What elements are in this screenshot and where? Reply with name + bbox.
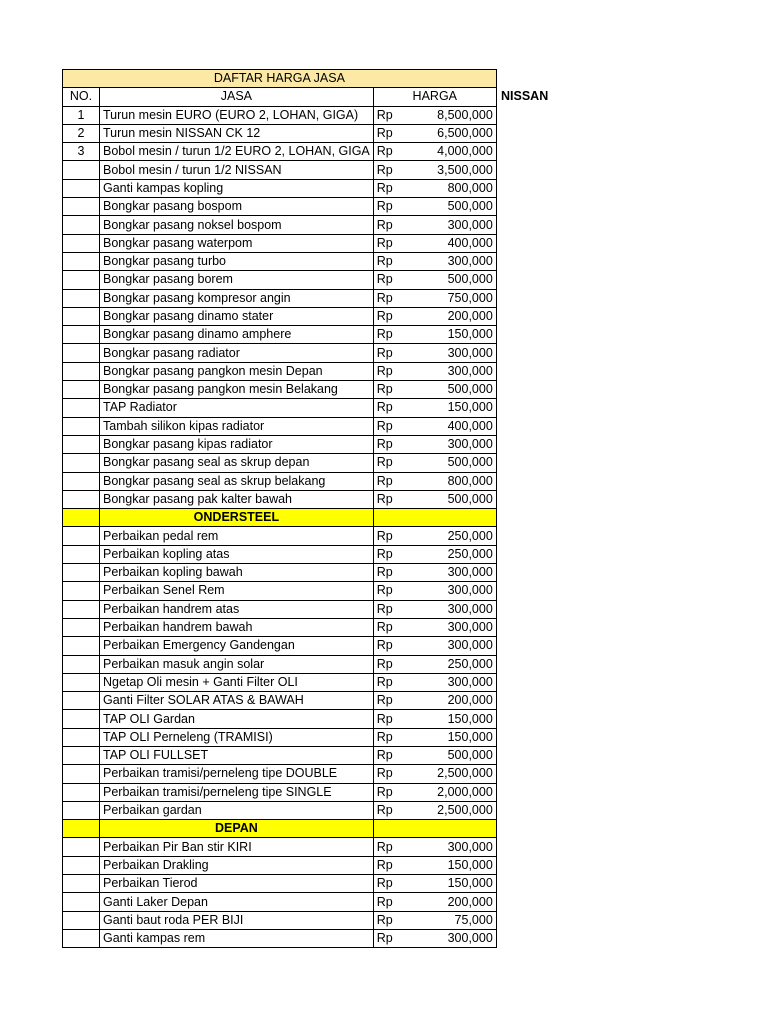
row-number (63, 673, 100, 691)
service-name: Ganti Laker Depan (100, 893, 374, 911)
row-number (63, 252, 100, 270)
row-number (63, 728, 100, 746)
table-row (63, 289, 497, 307)
service-name: Ganti baut roda PER BIJI (100, 911, 374, 929)
row-number (63, 564, 100, 582)
row-number (63, 216, 100, 234)
currency-label: Rp (373, 326, 423, 344)
row-number (63, 198, 100, 216)
price-value: 300,000 (423, 929, 496, 947)
currency-label: Rp (373, 618, 423, 636)
row-number (63, 417, 100, 435)
row-number (63, 344, 100, 362)
row-number (63, 472, 100, 490)
price-value: 6,500,000 (423, 124, 496, 142)
table-row (63, 490, 497, 508)
currency-label: Rp (373, 106, 423, 124)
price-value: 500,000 (423, 271, 496, 289)
price-value: 8,500,000 (423, 106, 496, 124)
table-row (63, 362, 497, 380)
row-number (63, 399, 100, 417)
table-row (63, 929, 497, 947)
currency-label: Rp (373, 545, 423, 563)
service-name: Bongkar pasang dinamo amphere (100, 326, 374, 344)
price-value: 150,000 (423, 326, 496, 344)
service-name: Bongkar pasang seal as skrup belakang (100, 472, 374, 490)
currency-label: Rp (373, 527, 423, 545)
table-row (63, 673, 497, 691)
price-value: 300,000 (423, 362, 496, 380)
price-value: 3,500,000 (423, 161, 496, 179)
price-value: 300,000 (423, 564, 496, 582)
service-name: Bongkar pasang dinamo stater (100, 307, 374, 325)
currency-label: Rp (373, 472, 423, 490)
price-value: 150,000 (423, 710, 496, 728)
currency-label: Rp (373, 801, 423, 819)
row-number (63, 618, 100, 636)
row-number (63, 655, 100, 673)
service-name: Perbaikan Tierod (100, 875, 374, 893)
service-name: Perbaikan tramisi/perneleng tipe SINGLE (100, 783, 374, 801)
currency-label: Rp (373, 161, 423, 179)
row-number (63, 838, 100, 856)
price-value: 150,000 (423, 399, 496, 417)
price-value: 250,000 (423, 655, 496, 673)
currency-label: Rp (373, 216, 423, 234)
table-row (63, 143, 497, 161)
table-row (63, 765, 497, 783)
table-row (63, 527, 497, 545)
price-value: 300,000 (423, 216, 496, 234)
price-value: 75,000 (423, 911, 496, 929)
table-row (63, 326, 497, 344)
currency-label: Rp (373, 198, 423, 216)
currency-label: Rp (373, 344, 423, 362)
price-value: 750,000 (423, 289, 496, 307)
service-name: Bobol mesin / turun 1/2 NISSAN (100, 161, 374, 179)
service-name: Bongkar pasang pangkon mesin Depan (100, 362, 374, 380)
price-value: 500,000 (423, 490, 496, 508)
price-value: 300,000 (423, 637, 496, 655)
service-name: Perbaikan kopling atas (100, 545, 374, 563)
row-number (63, 746, 100, 764)
currency-label: Rp (373, 307, 423, 325)
service-name: Bongkar pasang pak kalter bawah (100, 490, 374, 508)
service-name: Perbaikan masuk angin solar (100, 655, 374, 673)
table-row (63, 783, 497, 801)
service-name: Bongkar pasang turbo (100, 252, 374, 270)
price-value: 500,000 (423, 746, 496, 764)
table-title: DAFTAR HARGA JASA (63, 70, 497, 88)
currency-label: Rp (373, 929, 423, 947)
currency-label: Rp (373, 179, 423, 197)
price-value: 150,000 (423, 875, 496, 893)
currency-label: Rp (373, 381, 423, 399)
table-title-row (63, 70, 497, 88)
currency-label: Rp (373, 490, 423, 508)
price-value: 200,000 (423, 307, 496, 325)
brand-label: NISSAN (501, 89, 549, 103)
currency-label: Rp (373, 124, 423, 142)
table-row (63, 600, 497, 618)
price-value: 300,000 (423, 618, 496, 636)
service-name: Bongkar pasang radiator (100, 344, 374, 362)
price-value: 800,000 (423, 179, 496, 197)
currency-label: Rp (373, 911, 423, 929)
service-name: Perbaikan Drakling (100, 856, 374, 874)
table-row (63, 911, 497, 929)
service-name: Ganti kampas rem (100, 929, 374, 947)
table-row (63, 271, 497, 289)
row-number (63, 179, 100, 197)
table-row (63, 728, 497, 746)
row-number (63, 271, 100, 289)
header-jasa: JASA (100, 88, 374, 106)
price-value: 2,500,000 (423, 765, 496, 783)
row-number (63, 289, 100, 307)
row-number (63, 161, 100, 179)
service-name: Turun mesin EURO (EURO 2, LOHAN, GIGA) (100, 106, 374, 124)
row-number (63, 856, 100, 874)
service-name: Perbaikan pedal rem (100, 527, 374, 545)
service-name: Perbaikan handrem bawah (100, 618, 374, 636)
price-value: 300,000 (423, 252, 496, 270)
table-row (63, 618, 497, 636)
currency-label: Rp (373, 143, 423, 161)
row-number (63, 765, 100, 783)
table-row (63, 381, 497, 399)
section-blank-cell (373, 820, 496, 838)
currency-label: Rp (373, 362, 423, 380)
service-name: Perbaikan kopling bawah (100, 564, 374, 582)
row-number (63, 490, 100, 508)
header-row (63, 88, 497, 106)
header-no: NO. (63, 88, 100, 106)
currency-label: Rp (373, 783, 423, 801)
row-number (63, 801, 100, 819)
row-number (63, 435, 100, 453)
section-blank-cell (63, 820, 100, 838)
price-value: 150,000 (423, 856, 496, 874)
currency-label: Rp (373, 234, 423, 252)
table-row (63, 399, 497, 417)
table-row (63, 838, 497, 856)
table-row (63, 124, 497, 142)
price-value: 250,000 (423, 527, 496, 545)
price-value: 500,000 (423, 381, 496, 399)
table-row (63, 637, 497, 655)
table-row (63, 856, 497, 874)
price-value: 300,000 (423, 582, 496, 600)
service-name: Bongkar pasang seal as skrup depan (100, 454, 374, 472)
price-value: 250,000 (423, 545, 496, 563)
service-name: TAP OLI Perneleng (TRAMISI) (100, 728, 374, 746)
currency-label: Rp (373, 728, 423, 746)
row-number: 2 (63, 124, 100, 142)
table-row (63, 454, 497, 472)
row-number (63, 637, 100, 655)
service-name: Perbaikan gardan (100, 801, 374, 819)
service-name: Perbaikan Emergency Gandengan (100, 637, 374, 655)
row-number (63, 875, 100, 893)
table-row (63, 307, 497, 325)
currency-label: Rp (373, 875, 423, 893)
currency-label: Rp (373, 710, 423, 728)
price-value: 400,000 (423, 417, 496, 435)
section-title: DEPAN (100, 820, 374, 838)
service-name: Tambah silikon kipas radiator (100, 417, 374, 435)
currency-label: Rp (373, 655, 423, 673)
price-value: 300,000 (423, 344, 496, 362)
service-name: Bongkar pasang noksel bospom (100, 216, 374, 234)
section-blank-cell (63, 509, 100, 527)
currency-label: Rp (373, 673, 423, 691)
price-value: 200,000 (423, 893, 496, 911)
row-number (63, 929, 100, 947)
table-row (63, 875, 497, 893)
price-value: 800,000 (423, 472, 496, 490)
row-number (63, 600, 100, 618)
service-name: Bongkar pasang borem (100, 271, 374, 289)
row-number: 3 (63, 143, 100, 161)
table-row (63, 801, 497, 819)
section-blank-cell (373, 509, 496, 527)
row-number (63, 307, 100, 325)
service-name: TAP OLI Gardan (100, 710, 374, 728)
table-row (63, 655, 497, 673)
table-row (63, 472, 497, 490)
service-name: Ganti kampas kopling (100, 179, 374, 197)
price-value: 300,000 (423, 435, 496, 453)
currency-label: Rp (373, 271, 423, 289)
row-number: 1 (63, 106, 100, 124)
row-number (63, 362, 100, 380)
service-name: Bongkar pasang pangkon mesin Belakang (100, 381, 374, 399)
currency-label: Rp (373, 600, 423, 618)
service-name: Perbaikan Senel Rem (100, 582, 374, 600)
section-row (63, 820, 497, 838)
row-number (63, 527, 100, 545)
row-number (63, 893, 100, 911)
price-value: 2,500,000 (423, 801, 496, 819)
service-name: Perbaikan Pir Ban stir KIRI (100, 838, 374, 856)
price-value: 500,000 (423, 454, 496, 472)
service-name: Perbaikan handrem atas (100, 600, 374, 618)
table-row (63, 234, 497, 252)
service-name: Turun mesin NISSAN CK 12 (100, 124, 374, 142)
table-row (63, 710, 497, 728)
currency-label: Rp (373, 746, 423, 764)
service-name: TAP Radiator (100, 399, 374, 417)
row-number (63, 454, 100, 472)
currency-label: Rp (373, 637, 423, 655)
price-value: 200,000 (423, 692, 496, 710)
row-number (63, 783, 100, 801)
row-number (63, 710, 100, 728)
table-row (63, 564, 497, 582)
price-table (62, 69, 497, 948)
price-value: 400,000 (423, 234, 496, 252)
table-row (63, 545, 497, 563)
table-row (63, 161, 497, 179)
currency-label: Rp (373, 289, 423, 307)
currency-label: Rp (373, 856, 423, 874)
row-number (63, 234, 100, 252)
row-number (63, 326, 100, 344)
service-name: Bobol mesin / turun 1/2 EURO 2, LOHAN, GIGA (100, 143, 374, 161)
price-value: 4,000,000 (423, 143, 496, 161)
price-value: 500,000 (423, 198, 496, 216)
row-number (63, 381, 100, 399)
table-row (63, 198, 497, 216)
section-row (63, 509, 497, 527)
currency-label: Rp (373, 838, 423, 856)
currency-label: Rp (373, 893, 423, 911)
currency-label: Rp (373, 454, 423, 472)
table-row (63, 746, 497, 764)
table-row (63, 582, 497, 600)
currency-label: Rp (373, 765, 423, 783)
currency-label: Rp (373, 399, 423, 417)
row-number (63, 692, 100, 710)
table-row (63, 216, 497, 234)
price-value: 300,000 (423, 673, 496, 691)
row-number (63, 911, 100, 929)
table-row (63, 252, 497, 270)
table-row (63, 179, 497, 197)
header-harga: HARGA (373, 88, 496, 106)
service-name: Bongkar pasang waterpom (100, 234, 374, 252)
currency-label: Rp (373, 564, 423, 582)
row-number (63, 545, 100, 563)
service-name: Ngetap Oli mesin + Ganti Filter OLI (100, 673, 374, 691)
table-row (63, 893, 497, 911)
service-name: Bongkar pasang kipas radiator (100, 435, 374, 453)
currency-label: Rp (373, 435, 423, 453)
service-name: TAP OLI FULLSET (100, 746, 374, 764)
currency-label: Rp (373, 417, 423, 435)
service-name: Bongkar pasang bospom (100, 198, 374, 216)
price-value: 300,000 (423, 838, 496, 856)
currency-label: Rp (373, 692, 423, 710)
row-number (63, 582, 100, 600)
price-value: 2,000,000 (423, 783, 496, 801)
service-name: Ganti Filter SOLAR ATAS & BAWAH (100, 692, 374, 710)
service-name: Bongkar pasang kompresor angin (100, 289, 374, 307)
service-name: Perbaikan tramisi/perneleng tipe DOUBLE (100, 765, 374, 783)
currency-label: Rp (373, 582, 423, 600)
section-title: ONDERSTEEL (100, 509, 374, 527)
table-row (63, 692, 497, 710)
table-row (63, 106, 497, 124)
currency-label: Rp (373, 252, 423, 270)
table-row (63, 417, 497, 435)
table-row (63, 344, 497, 362)
price-value: 150,000 (423, 728, 496, 746)
price-value: 300,000 (423, 600, 496, 618)
table-row (63, 435, 497, 453)
